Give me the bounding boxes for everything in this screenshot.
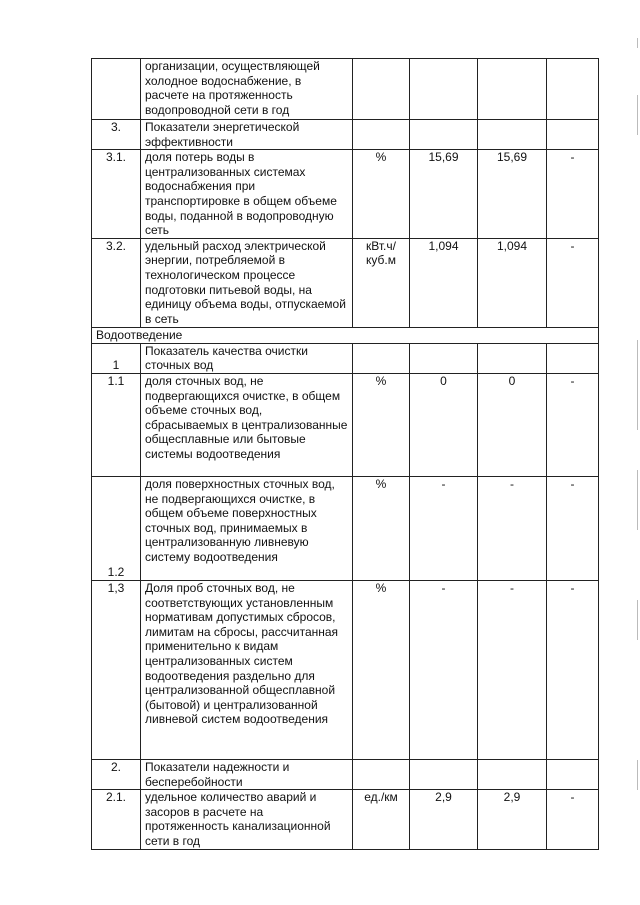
value-cell: -: [547, 373, 599, 476]
value-cell: -: [547, 476, 599, 580]
indicator-name: организации, осуществляющей холодное водоснабжение, в расчете на протяженность водопроводной сети в год: [141, 59, 353, 120]
unit-cell: [353, 343, 410, 373]
row-number: 1,3: [92, 580, 141, 759]
table-row: [92, 759, 599, 789]
row-number: 1: [92, 343, 141, 373]
value-cell: -: [410, 476, 478, 580]
unit-cell: [353, 59, 410, 120]
value-cell: 15,69: [478, 150, 547, 239]
unit-cell: [353, 120, 410, 150]
value-cell: [547, 759, 599, 789]
value-cell: 2,9: [478, 790, 547, 849]
indicator-name: удельный расход электрической энергии, потребляемой в технологическом процессе подготовки питьевой воды, на единицу объема воды, отпускаемой в сеть: [141, 238, 353, 327]
unit-cell: ед./км: [353, 790, 410, 849]
value-cell: [410, 120, 478, 150]
unit-cell: %: [353, 580, 410, 759]
value-cell: 1,094: [478, 238, 547, 327]
unit-cell: [353, 759, 410, 789]
row-number: 3.: [92, 120, 141, 150]
row-number: 1.2: [92, 476, 141, 580]
value-cell: -: [547, 238, 599, 327]
value-cell: -: [547, 150, 599, 239]
indicators-table: [91, 58, 599, 850]
indicator-name: Показатели энергетической эффективности: [141, 120, 353, 150]
value-cell: 1,094: [410, 238, 478, 327]
table-row: [92, 238, 599, 327]
table-row: [92, 373, 599, 476]
value-cell: -: [478, 580, 547, 759]
table-row: [92, 476, 599, 580]
indicator-name: Показатель качества очистки сточных вод: [141, 343, 353, 373]
indicator-name: Доля проб сточных вод, не соответствующих установленным нормативам допустимых сбросов, лимитам на сбросы, рассчитанная применительно к видам централизованных систем водоотведения раздельно для централизованной общесплавной (бытовой) и централизованной ливневой систем водоотведения: [141, 580, 353, 759]
table-row: [92, 580, 599, 759]
value-cell: 15,69: [410, 150, 478, 239]
table-row: [92, 150, 599, 239]
section-row: [92, 327, 599, 343]
value-cell: 0: [410, 373, 478, 476]
row-number: 2.1.: [92, 790, 141, 849]
value-cell: [547, 120, 599, 150]
row-number: 2.: [92, 759, 141, 789]
value-cell: -: [478, 476, 547, 580]
indicator-name: доля сточных вод, не подвергающихся очистке, в общем объеме сточных вод, сбрасываемых в централизованные общесплавные или бытовые системы водоотведения: [141, 373, 353, 476]
unit-cell: %: [353, 476, 410, 580]
unit-cell: %: [353, 373, 410, 476]
table-row: [92, 59, 599, 120]
table-row: [92, 343, 599, 373]
value-cell: [410, 759, 478, 789]
value-cell: [478, 343, 547, 373]
value-cell: -: [547, 580, 599, 759]
value-cell: [478, 59, 547, 120]
value-cell: -: [410, 580, 478, 759]
value-cell: -: [547, 790, 599, 849]
row-number: [92, 59, 141, 120]
indicator-name: удельное количество аварий и засоров в расчете на протяженность канализационной сети в год: [141, 790, 353, 849]
indicator-name: доля поверхностных сточных вод, не подвергающихся очистке, в общем объеме поверхностных сточных вод, принимаемых в централизованную ливневую систему водоотведения: [141, 476, 353, 580]
row-number: 1.1: [92, 373, 141, 476]
scan-edge-marks: [632, 0, 640, 905]
unit-cell: %: [353, 150, 410, 239]
table-row: [92, 790, 599, 849]
value-cell: 0: [478, 373, 547, 476]
table-row: [92, 120, 599, 150]
value-cell: [547, 343, 599, 373]
indicator-name: Показатели надежности и бесперебойности: [141, 759, 353, 789]
unit-cell: кВт.ч/куб.м: [353, 238, 410, 327]
indicator-name: доля потерь воды в централизованных системах водоснабжения при транспортировке в общем объеме воды, поданной в водопроводную сеть: [141, 150, 353, 239]
value-cell: [547, 59, 599, 120]
value-cell: 2,9: [410, 790, 478, 849]
value-cell: [410, 343, 478, 373]
value-cell: [478, 759, 547, 789]
value-cell: [410, 59, 478, 120]
row-number: 3.2.: [92, 238, 141, 327]
row-number: 3.1.: [92, 150, 141, 239]
section-title: Водоотведение: [92, 327, 599, 343]
value-cell: [478, 120, 547, 150]
